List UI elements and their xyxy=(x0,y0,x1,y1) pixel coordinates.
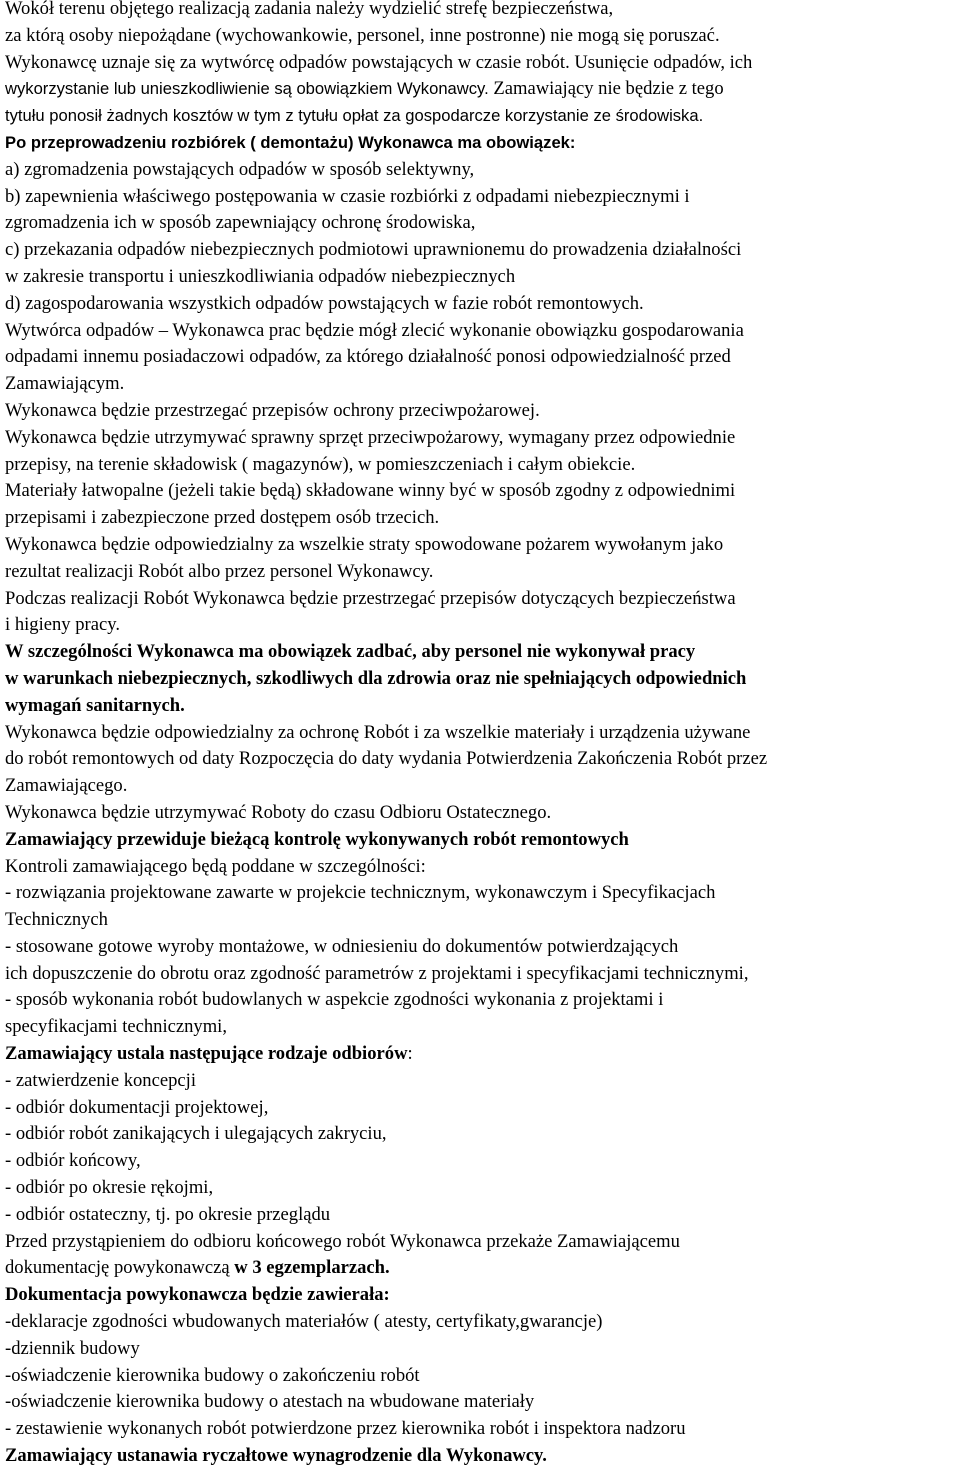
line-text: rezultat realizacji Robót albo przez personel Wykonawcy. xyxy=(5,560,434,582)
document-line xyxy=(5,157,957,184)
document-line xyxy=(5,961,957,988)
line-text: przepisami i zabezpieczone przed dostępem osób trzecich. xyxy=(5,507,440,529)
line-text: b) zapewnienia właściwego postępowania w czasie rozbiórki z odpadami niebezpiecznymi i xyxy=(5,185,690,207)
document-line xyxy=(5,1229,957,1256)
document-line xyxy=(5,264,957,291)
line-text: - rozwiązania projektowane zawarte w projekcie technicznym, wykonawczym i Specyfikacjach xyxy=(5,882,716,904)
document-line xyxy=(5,130,957,157)
line-text: a) zgromadzenia powstających odpadów w sposób selektywny, xyxy=(5,158,475,180)
document-line xyxy=(5,371,957,398)
document-line xyxy=(5,639,957,666)
document-line xyxy=(5,1202,957,1229)
line-text: Podczas realizacji Robót Wykonawca będzie przestrzegać przepisów dotyczących bezpieczeństwa xyxy=(5,587,736,609)
document-line xyxy=(5,23,957,50)
document-line xyxy=(5,746,957,773)
line-text: Zamawiający przewiduje bieżącą kontrolę wykonywanych robót remontowych xyxy=(5,828,629,850)
line-text: - odbiór po okresie rękojmi, xyxy=(5,1177,214,1199)
document-line xyxy=(5,773,957,800)
line-text: Zamawiającym. xyxy=(5,373,125,395)
line-text: Przed przystąpieniem do odbioru końcowego robót Wykonawca przekaże Zamawiającemu xyxy=(5,1230,680,1252)
document-line xyxy=(5,318,957,345)
document-page xyxy=(5,0,957,1470)
document-line xyxy=(5,1416,957,1443)
document-line xyxy=(5,720,957,747)
document-line xyxy=(5,1148,957,1175)
document-line xyxy=(5,854,957,881)
line-text: w warunkach niebezpiecznych, szkodliwych dla zdrowia oraz nie spełniających odpowiednich xyxy=(5,667,747,689)
document-line xyxy=(5,532,957,559)
line-text: c) przekazania odpadów niebezpiecznych podmiotowi uprawnionemu do prowadzenia działalności xyxy=(5,239,742,261)
line-text: Wytwórca odpadów – Wykonawca prac będzie mógł zlecić wykonanie obowiązku gospodarowania xyxy=(5,319,744,341)
line-text: Zamawiający ustanawia ryczałtowe wynagrodzenie dla Wykonawcy. xyxy=(5,1445,547,1467)
document-line xyxy=(5,1443,957,1470)
document-line xyxy=(5,880,957,907)
line-text: Zamawiający ustala następujące rodzaje odbiorów xyxy=(5,1043,408,1065)
document-line xyxy=(5,291,957,318)
document-line xyxy=(5,398,957,425)
line-text: Dokumentacja powykonawcza będzie zawierała: xyxy=(5,1284,390,1306)
line-text: Wykonawca będzie odpowiedzialny za ochronę Robót i za wszelkie materiały i urządzenia używane xyxy=(5,721,751,743)
line-text: za którą osoby niepożądane (wychowankowie, personel, inne postronne) nie mogą się poruszać. xyxy=(5,24,720,46)
document-line xyxy=(5,907,957,934)
line-text: odpadami innemu posiadaczowi odpadów, za którego działalność ponosi odpowiedzialność przed xyxy=(5,346,731,368)
line-text: -deklaracje zgodności wbudowanych materiałów ( atesty, certyfikaty,gwarancje) xyxy=(5,1311,603,1333)
document-line xyxy=(5,1389,957,1416)
document-line xyxy=(5,987,957,1014)
line-text: Wykonawca będzie odpowiedzialny za wszelkie straty spowodowane pożarem wywołanym jako xyxy=(5,533,724,555)
line-text: - zatwierdzenie koncepcji xyxy=(5,1069,196,1091)
line-text: - odbiór ostateczny, tj. po okresie przeglądu xyxy=(5,1203,331,1225)
document-line xyxy=(5,0,957,23)
line-text: Kontroli zamawiającego będą poddane w szczególności: xyxy=(5,855,426,877)
line-text: -oświadczenie kierownika budowy o atestach na wbudowane materiały xyxy=(5,1391,535,1413)
line-text: -dziennik budowy xyxy=(5,1337,140,1359)
line-text: Wykonawca będzie utrzymywać Roboty do czasu Odbioru Ostatecznego. xyxy=(5,801,552,823)
line-text: - sposób wykonania robót budowlanych w aspekcie zgodności wykonania z projektami i xyxy=(5,989,664,1011)
document-line xyxy=(5,505,957,532)
line-text: - odbiór końcowy, xyxy=(5,1150,141,1172)
line-text: W szczególności Wykonawca ma obowiązek zadbać, aby personel nie wykonywał pracy xyxy=(5,641,696,663)
document-line xyxy=(5,452,957,479)
document-line xyxy=(5,76,957,103)
line-text: Technicznych xyxy=(5,909,108,931)
document-line xyxy=(5,559,957,586)
document-line xyxy=(5,425,957,452)
document-line xyxy=(5,103,957,130)
line-text-tail: Zamawiający nie będzie z tego xyxy=(488,78,724,100)
line-text: wykorzystanie lub unieszkodliwienie są obowiązkiem Wykonawcy. xyxy=(5,79,489,99)
document-line xyxy=(5,612,957,639)
line-text: do robót remontowych od daty Rozpoczęcia do daty wydania Potwierdzenia Zakończenia Robót przez xyxy=(5,748,768,770)
line-text: -oświadczenie kierownika budowy o zakończeniu robót xyxy=(5,1364,420,1386)
document-line xyxy=(5,586,957,613)
line-text: zgromadzenia ich w sposób zapewniający ochronę środowiska, xyxy=(5,212,476,234)
line-text: dokumentację powykonawczą xyxy=(5,1257,235,1279)
document-line xyxy=(5,693,957,720)
document-line xyxy=(5,184,957,211)
line-text: Zamawiającego. xyxy=(5,775,128,797)
line-text: Materiały łatwopalne (jeżeli takie będą) składowane winny być w sposób zgodny z odpowiednimi xyxy=(5,480,736,502)
line-text: Wykonawca będzie przestrzegać przepisów ochrony przeciwpożarowej. xyxy=(5,399,540,421)
line-text: Po przeprowadzeniu rozbiórek ( demontażu) Wykonawca ma obowiązek: xyxy=(5,132,576,152)
line-text: wymagań sanitarnych. xyxy=(5,694,185,716)
line-text: - odbiór dokumentacji projektowej, xyxy=(5,1096,269,1118)
document-line xyxy=(5,1363,957,1390)
document-line xyxy=(5,934,957,961)
document-line xyxy=(5,1121,957,1148)
line-text: ich dopuszczenie do obrotu oraz zgodność parametrów z projektami i specyfikacjami technicznymi, xyxy=(5,962,749,984)
line-text: tytułu ponosił żadnych kosztów w tym z tytułu opłat za gospodarcze korzystanie ze środowiska. xyxy=(5,106,704,126)
line-text: d) zagospodarowania wszystkich odpadów powstających w fazie robót remontowych. xyxy=(5,292,644,314)
line-text: i higieny pracy. xyxy=(5,614,120,636)
document-line xyxy=(5,344,957,371)
document-line xyxy=(5,827,957,854)
line-text: - odbiór robót zanikających i ulegających zakryciu, xyxy=(5,1123,387,1145)
document-line xyxy=(5,1041,957,1068)
document-line xyxy=(5,478,957,505)
line-text: w zakresie transportu i unieszkodliwiania odpadów niebezpiecznych xyxy=(5,265,516,287)
line-text-tail: : xyxy=(407,1043,413,1065)
document-line xyxy=(5,237,957,264)
document-line xyxy=(5,1175,957,1202)
line-text: - stosowane gotowe wyroby montażowe, w odniesieniu do dokumentów potwierdzających xyxy=(5,935,679,957)
document-line xyxy=(5,666,957,693)
document-line xyxy=(5,50,957,77)
document-line xyxy=(5,1255,957,1282)
line-text: - zestawienie wykonanych robót potwierdzone przez kierownika robót i inspektora nadzoru xyxy=(5,1418,686,1440)
document-line xyxy=(5,1014,957,1041)
line-text: Wokół terenu objętego realizacją zadania należy wydzielić strefę bezpieczeństwa, xyxy=(5,0,614,19)
document-line xyxy=(5,1309,957,1336)
line-text: specyfikacjami technicznymi, xyxy=(5,1016,227,1038)
line-text-tail: w 3 egzemplarzach. xyxy=(234,1257,390,1279)
document-line xyxy=(5,210,957,237)
line-text: Wykonawcę uznaje się za wytwórcę odpadów powstających w czasie robót. Usunięcie odpadów, ich xyxy=(5,51,753,73)
line-text: Wykonawca będzie utrzymywać sprawny sprzęt przeciwpożarowy, wymagany przez odpowiednie xyxy=(5,426,736,448)
document-line xyxy=(5,1282,957,1309)
document-line xyxy=(5,1336,957,1363)
document-line xyxy=(5,1068,957,1095)
document-line xyxy=(5,800,957,827)
line-text: przepisy, na terenie składowisk ( magazynów), w pomieszczeniach i całym obiekcie. xyxy=(5,453,636,475)
document-line xyxy=(5,1095,957,1122)
